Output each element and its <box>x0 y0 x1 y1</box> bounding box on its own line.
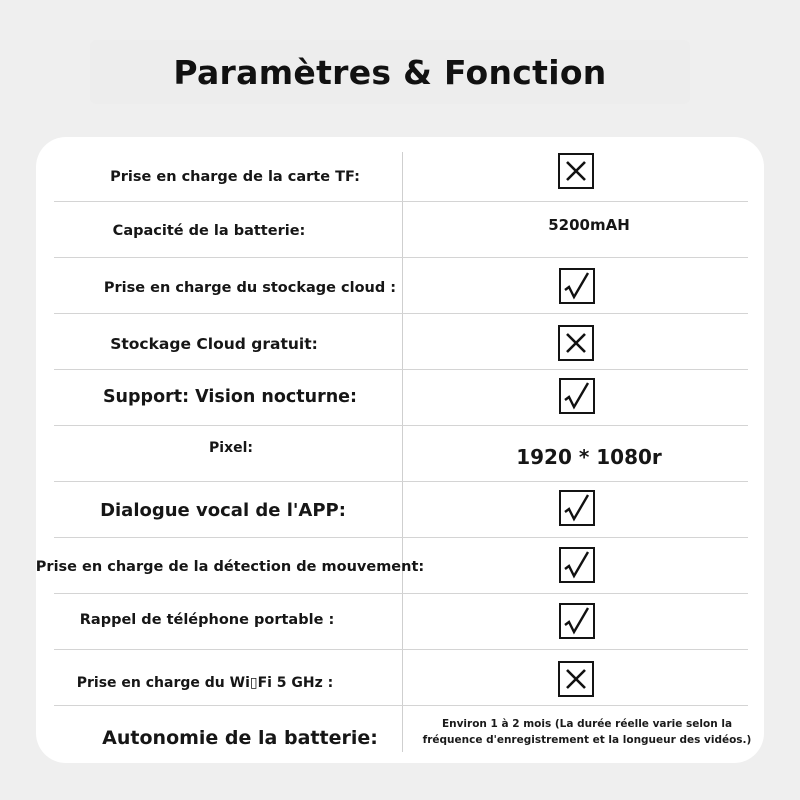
row-divider <box>54 481 748 482</box>
check-mark-icon <box>559 547 595 583</box>
check-mark-icon <box>559 603 595 639</box>
row-divider <box>54 705 748 706</box>
row-divider <box>54 593 748 594</box>
row-divider <box>54 313 748 314</box>
row-divider <box>54 201 748 202</box>
check-mark-icon <box>559 268 595 304</box>
cross-mark-icon <box>558 325 594 361</box>
spec-value-battery-life: Environ 1 à 2 mois (La durée réelle varie selon la fréquence d'enregistrement et la longueur des vidéos.) <box>422 718 752 746</box>
title-banner <box>90 40 690 104</box>
check-mark-icon <box>559 490 595 526</box>
cross-mark-icon <box>558 661 594 697</box>
row-divider <box>54 425 748 426</box>
cross-mark-icon <box>558 153 594 189</box>
row-divider <box>54 537 748 538</box>
page-title: Paramètres & Fonction <box>173 52 607 92</box>
column-divider <box>402 152 403 752</box>
check-mark-icon <box>559 378 595 414</box>
row-divider <box>54 649 748 650</box>
row-divider <box>54 257 748 258</box>
row-divider <box>54 369 748 370</box>
